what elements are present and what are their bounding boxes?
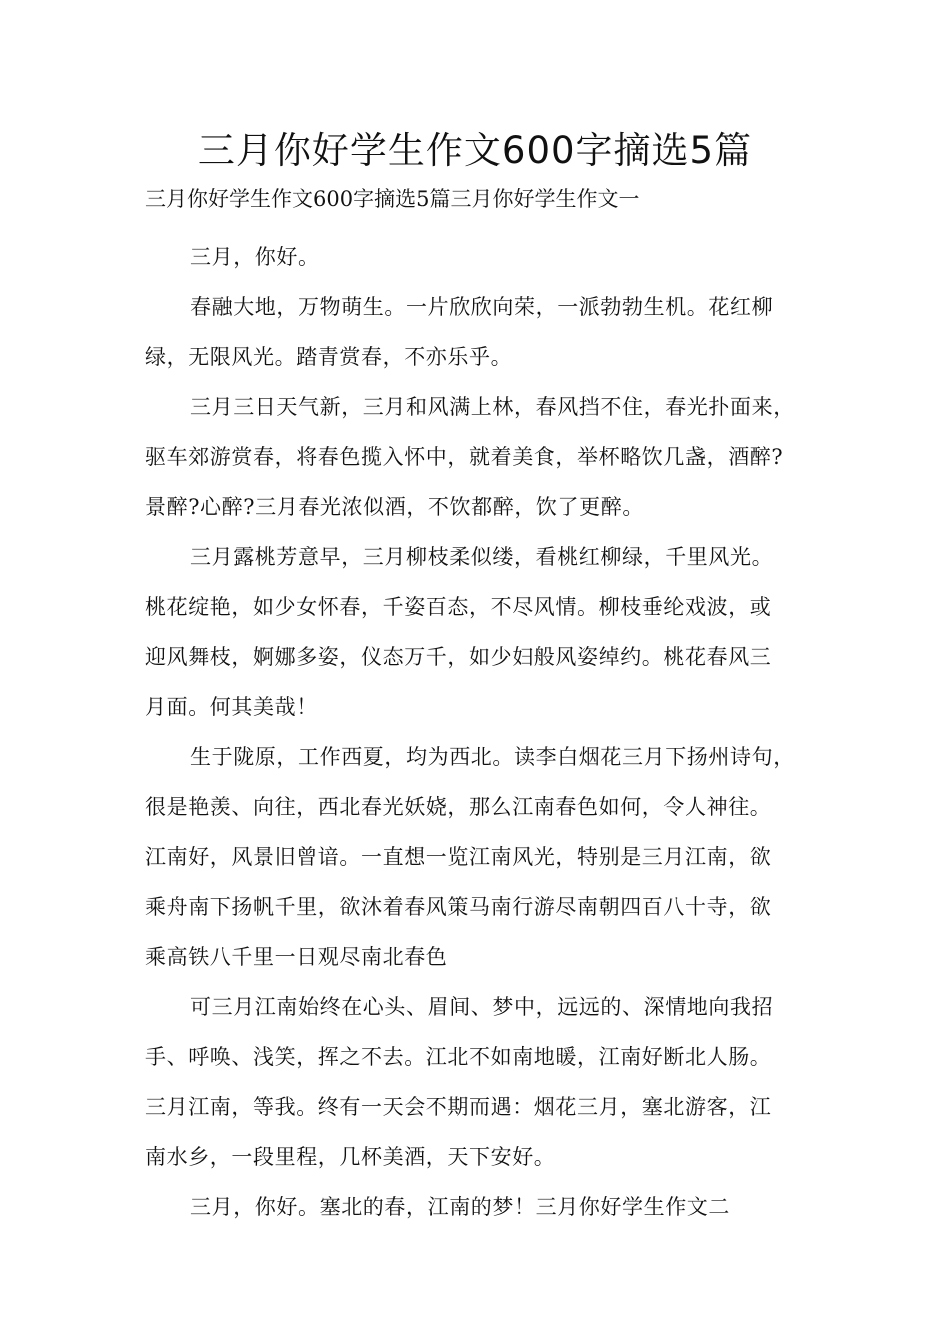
paragraph-line: 很是艳羡、向往，西北春光妖娆，那么江南春色如何，令人神往。 <box>145 795 772 819</box>
paragraph-line: 南水乡，一段里程，几杯美酒，天下安好。 <box>145 1145 556 1169</box>
paragraph-line: 三月，你好。 <box>190 245 320 269</box>
paragraph-line: 绿，无限风光。踏青赏春，不亦乐乎。 <box>145 345 513 369</box>
paragraph-line: 春融大地，万物萌生。一片欣欣向荣，一派勃勃生机。花红柳 <box>190 295 774 319</box>
paragraph-line: 迎风舞枝，婀娜多姿，仪态万千，如少妇般风姿绰约。桃花春风三 <box>145 645 772 669</box>
paragraph-line: 生于陇原，工作西夏，均为西北。读李白烟花三月下扬州诗句， <box>190 745 795 769</box>
paragraph-line: 景醉?心醉?三月春光浓似酒，不饮都醉，饮了更醉。 <box>145 495 644 519</box>
paragraph <box>145 282 810 382</box>
paragraph-line: 月面。何其美哉！ <box>145 695 318 719</box>
paragraph-line: 桃花绽艳，如少女怀春，千姿百态，不尽风情。柳枝垂纶戏波，或 <box>145 595 772 619</box>
document-subtitle: 三月你好学生作文600字摘选5篇三月你好学生作文一 <box>145 187 640 211</box>
paragraph-line: 三月，你好。塞北的春，江南的梦！三月你好学生作文二 <box>190 1195 730 1219</box>
paragraph-line: 手、呼唤、浅笑，挥之不去。江北不如南地暖，江南好断北人肠。 <box>145 1045 772 1069</box>
paragraph-line: 三月露桃芳意早，三月柳枝柔似缕，看桃红柳绿，千里风光。 <box>190 545 774 569</box>
paragraph-line: 乘高铁八千里一日观尽南北春色 <box>145 945 448 969</box>
document-body <box>145 232 810 1232</box>
paragraph <box>145 532 810 732</box>
paragraph <box>145 1182 810 1232</box>
paragraph-line: 乘舟南下扬帆千里，欲沐着春风策马南行游尽南朝四百八十寺，欲 <box>145 895 772 919</box>
paragraph <box>145 232 810 282</box>
paragraph <box>145 732 810 982</box>
document-title: 三月你好学生作文600字摘选5篇 <box>197 129 753 172</box>
paragraph-line: 三月三日天气新，三月和风满上林，春风挡不住，春光扑面来， <box>190 395 795 419</box>
paragraph-line: 驱车郊游赏春，将春色揽入怀中，就着美食，举杯略饮几盏，酒醉? <box>145 445 784 469</box>
paragraph-line: 可三月江南始终在心头、眉间、梦中，远远的、深情地向我招 <box>190 995 774 1019</box>
paragraph-line: 三月江南，等我。终有一天会不期而遇：烟花三月，塞北游客，江 <box>145 1095 772 1119</box>
paragraph <box>145 382 810 532</box>
paragraph-line: 江南好，风景旧曾谙。一直想一览江南风光，特别是三月江南，欲 <box>145 845 772 869</box>
paragraph <box>145 982 810 1182</box>
